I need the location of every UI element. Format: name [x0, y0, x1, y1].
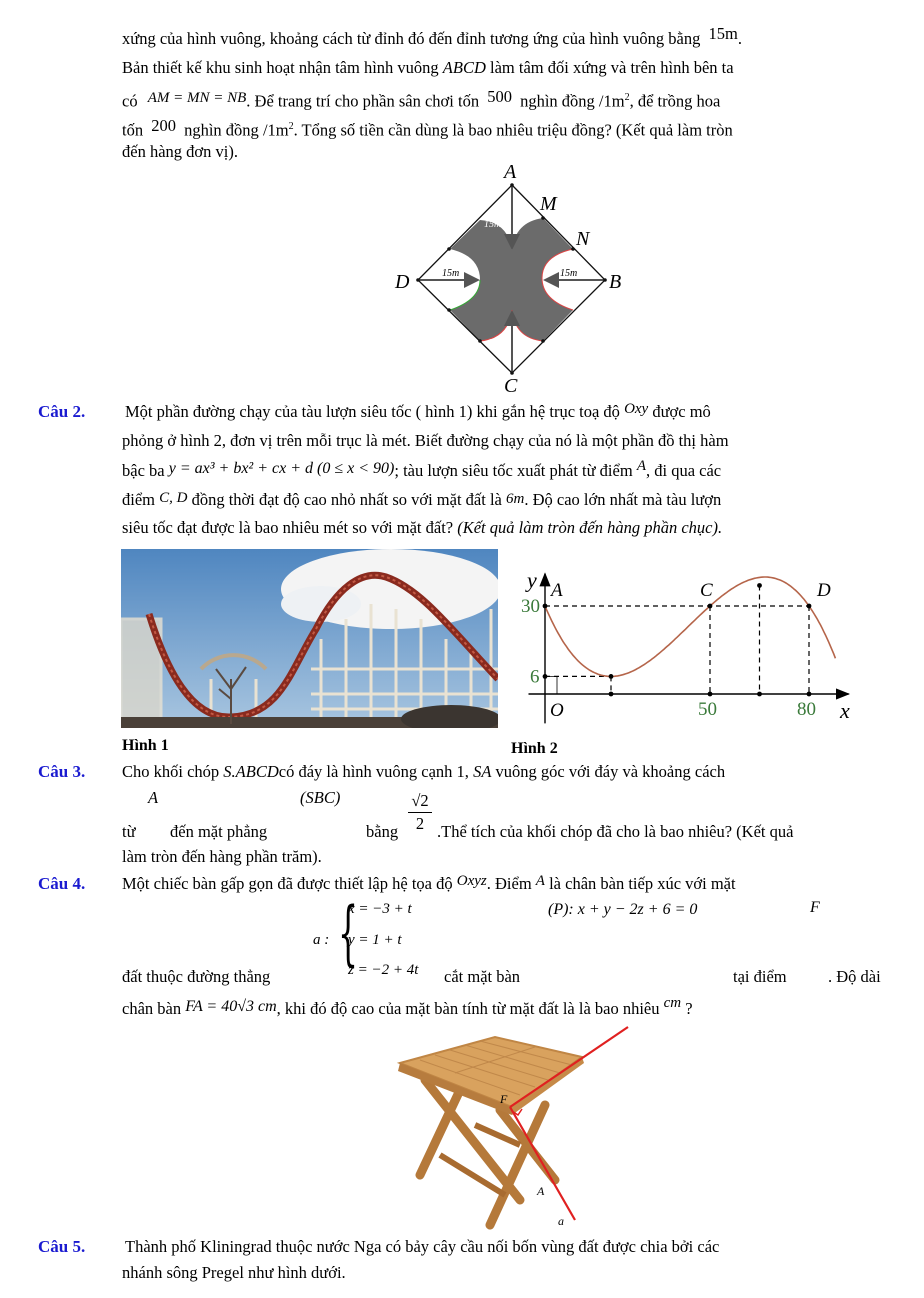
- system-equation-z: z = −2 + 4t: [348, 962, 419, 978]
- value-15m: 15m: [708, 24, 738, 43]
- q2-line-1: [125, 402, 711, 423]
- text: vuông góc với đáy và khoảng cách: [495, 762, 726, 781]
- point-label-a: A: [551, 580, 563, 601]
- text: . Độ cao lớn nhất mà tàu lượn: [524, 490, 722, 509]
- question-5-label: Câu 5.: [38, 1237, 86, 1256]
- cubic-graph: [510, 555, 880, 735]
- unit-m2: /1m: [598, 91, 625, 111]
- q4-line-2b: cắt mặt bàn: [444, 967, 521, 986]
- text: đồng thời đạt độ cao nhỏ nhất so với mặt đất là: [191, 490, 502, 509]
- q2-line-4: [122, 490, 721, 511]
- text: . Để trang trí cho phần sân chơi tốn: [246, 91, 480, 111]
- question-4-label: Câu 4.: [38, 874, 86, 893]
- data-point: [609, 674, 614, 679]
- value-200: 200: [151, 115, 176, 135]
- unit-cm: cm: [663, 995, 682, 1011]
- data-point: [807, 692, 812, 697]
- q4-line-2d: . Độ dài: [828, 967, 881, 986]
- text: bậc ba: [122, 461, 165, 480]
- fraction-denominator: 2: [415, 814, 425, 833]
- math-sabcd: S.ABCD: [223, 762, 279, 781]
- text: phỏng ở hình 2, đơn vị trên mỗi trục là mét. Biết đường chạy của nó là một phần đồ thị hàm: [122, 431, 729, 450]
- question-2-label: Câu 2.: [38, 402, 86, 421]
- text: Một chiếc bàn gấp gọn đã được thiết lập hệ tọa độ: [122, 874, 453, 893]
- text: . Điểm: [486, 874, 532, 893]
- label-C: C: [504, 375, 518, 397]
- label-a: a: [558, 1214, 564, 1228]
- q5-line-1: Thành phố Kliningrad thuộc nước Nga có bảy cây cầu nối bốn vùng đất được chia bởi các: [125, 1237, 720, 1256]
- math-points-cd: C, D: [159, 490, 188, 506]
- text: được mô: [652, 402, 711, 421]
- line-a-name: a :: [313, 932, 330, 948]
- math-am-mn-nb: AM = MN = NB: [147, 89, 247, 106]
- data-point: [543, 604, 548, 609]
- label-F: F: [500, 1092, 508, 1106]
- q1-line-1: xứng của hình vuông, khoảng cách từ đỉnh đó đến đỉnh tương ứng của hình vuông bằng 15m.: [122, 24, 742, 48]
- label-B: B: [609, 271, 622, 293]
- data-point: [609, 692, 614, 697]
- y-tick-6: 6: [530, 666, 540, 688]
- unit-m2: /1m: [262, 120, 289, 140]
- data-point: [757, 692, 762, 697]
- q1-line-5: [122, 142, 238, 162]
- text: ?: [685, 999, 693, 1018]
- q4-line-2c: tại điểm: [733, 967, 787, 986]
- text: là chân bàn tiếp xúc với mặt: [549, 874, 736, 893]
- text: , khi đó độ cao của mặt bàn tính từ mặt đất là là bao nhiêu: [276, 999, 660, 1018]
- text: có: [122, 91, 138, 111]
- text: tốn: [122, 120, 144, 140]
- text: có đáy là hình vuông cạnh 1,: [278, 762, 469, 781]
- point-label-c: C: [700, 580, 713, 601]
- folding-table-figure: [380, 1025, 630, 1230]
- point-f: F: [810, 899, 820, 916]
- q3-plane-sbc: (SBC): [300, 788, 341, 807]
- roller-coaster-photo: [121, 549, 498, 728]
- system-equation-x: x = −3 + t: [348, 901, 412, 917]
- data-point: [757, 583, 762, 588]
- q1-line-2: [122, 58, 734, 78]
- value-6m: 6m: [506, 491, 525, 507]
- q3-line-2c: bằng: [366, 822, 399, 841]
- math-abcd: ABCD: [442, 58, 486, 77]
- fraction-sqrt2-over-2: [408, 790, 432, 835]
- text: . Tổng số tiền cần dùng là bao nhiêu triệu đồng? (Kết quả làm tròn: [293, 120, 733, 140]
- x-tick-50: 50: [698, 699, 717, 720]
- text: Cho khối chóp: [122, 762, 220, 781]
- text-italic: (Kết quả làm tròn đến hàng phần chục).: [457, 518, 723, 537]
- math-oxy: Oxy: [624, 401, 649, 417]
- text: , để trồng hoa: [629, 91, 721, 111]
- q4-line-2a: đất thuộc đường thẳng: [122, 967, 271, 986]
- cubic-curve: [545, 577, 835, 676]
- system-equation-y: y = 1 + t: [348, 932, 402, 948]
- q3-line-2a: từ: [122, 822, 136, 841]
- text: ; tàu lượn siêu tốc xuất phát từ điểm: [394, 461, 633, 480]
- text: siêu tốc đạt được là bao nhiêu mét so với mặt đất?: [122, 518, 454, 537]
- question-3-label: Câu 3.: [38, 762, 86, 781]
- data-point: [708, 692, 713, 697]
- q2-line-3: [122, 458, 722, 482]
- label-M: M: [540, 193, 557, 215]
- data-point: [807, 604, 812, 609]
- figure-2-caption: Hình 2: [511, 740, 558, 757]
- q2-line-5: [122, 518, 722, 538]
- q1-line-3: có AM = MN = NB. Để trang trí cho phần sân chơi tốn 500 nghìn đồng $/1m^2$, để trồng hoa: [122, 86, 721, 111]
- fraction-numerator: √2: [408, 790, 432, 813]
- label-A: A: [537, 1184, 545, 1198]
- text: chân bàn: [122, 999, 182, 1018]
- label-N: N: [576, 228, 590, 250]
- text: làm tâm đối xứng và trên hình bên ta: [490, 58, 734, 77]
- text: điểm: [122, 490, 155, 509]
- y-axis-label: y: [527, 567, 537, 593]
- q4-line-1: [122, 874, 736, 895]
- text: Một phần đường chạy của tàu lượn siêu tốc ( hình 1) khi gắn hệ trục toạ độ: [125, 402, 620, 421]
- math-point-a: A: [636, 458, 646, 474]
- math-point-a: A: [535, 873, 545, 889]
- text: nghìn đồng: [520, 91, 595, 111]
- label-D: D: [395, 271, 410, 293]
- math-fa-length: FA = 40√3 cm: [185, 998, 277, 1015]
- q5-line-2: nhánh sông Pregel như hình dưới.: [122, 1263, 346, 1282]
- q2-line-2: [122, 431, 729, 451]
- q3-line-1: [122, 762, 725, 782]
- value-500: 500: [487, 86, 512, 106]
- plane-p-equation: (P): x + y − 2z + 6 = 0: [548, 901, 698, 918]
- q3-line-2d: .Thể tích của khối chóp đã cho là bao nhiêu? (Kết quả: [437, 822, 794, 841]
- text: đến hàng đơn vị).: [122, 142, 238, 161]
- dim-right: 15m: [560, 268, 578, 279]
- data-point: [543, 674, 548, 679]
- math-oxyz: Oxyz: [456, 873, 487, 889]
- math-cubic-function: y = ax³ + bx² + cx + d (0 ≤ x < 90): [168, 460, 395, 477]
- q3-point-a: A: [148, 788, 159, 807]
- brace-icon: {: [338, 892, 359, 974]
- tabletop: [400, 1037, 582, 1107]
- dim-left: 15m: [442, 268, 460, 279]
- data-point: [708, 604, 713, 609]
- x-tick-80: 80: [797, 699, 816, 720]
- y-tick-30: 30: [521, 596, 540, 617]
- label-A: A: [504, 161, 517, 183]
- dim-bottom: 15m: [487, 338, 505, 349]
- right-angle-mark: [545, 676, 557, 694]
- x-axis-label: x: [840, 698, 850, 723]
- text: , đi qua các: [645, 461, 722, 480]
- text: xứng của hình vuông, khoảng cách từ đỉnh đó đến đỉnh tương ứng của hình vuông bằng: [122, 29, 701, 48]
- q1-line-4: tốn 200 nghìn đồng $/1m^2$. Tổng số tiền cần dùng là bao nhiêu triệu đồng? (Kết quả làm tròn: [122, 115, 733, 140]
- q3-line-3: làm tròn đến hàng phần trăm).: [122, 847, 322, 866]
- point-label-d: D: [817, 580, 831, 601]
- q4-line-3: [122, 995, 693, 1020]
- math-sa: SA: [473, 762, 492, 781]
- dim-top: 15m: [484, 219, 502, 230]
- figure-1-caption: Hình 1: [122, 737, 169, 754]
- q3-line-2b: đến mặt phẳng: [170, 822, 268, 841]
- square-figure: [380, 160, 640, 400]
- text: Bản thiết kế khu sinh hoạt nhận tâm hình vuông: [122, 58, 439, 77]
- origin-label: O: [550, 700, 564, 721]
- text: nghìn đồng: [184, 120, 259, 140]
